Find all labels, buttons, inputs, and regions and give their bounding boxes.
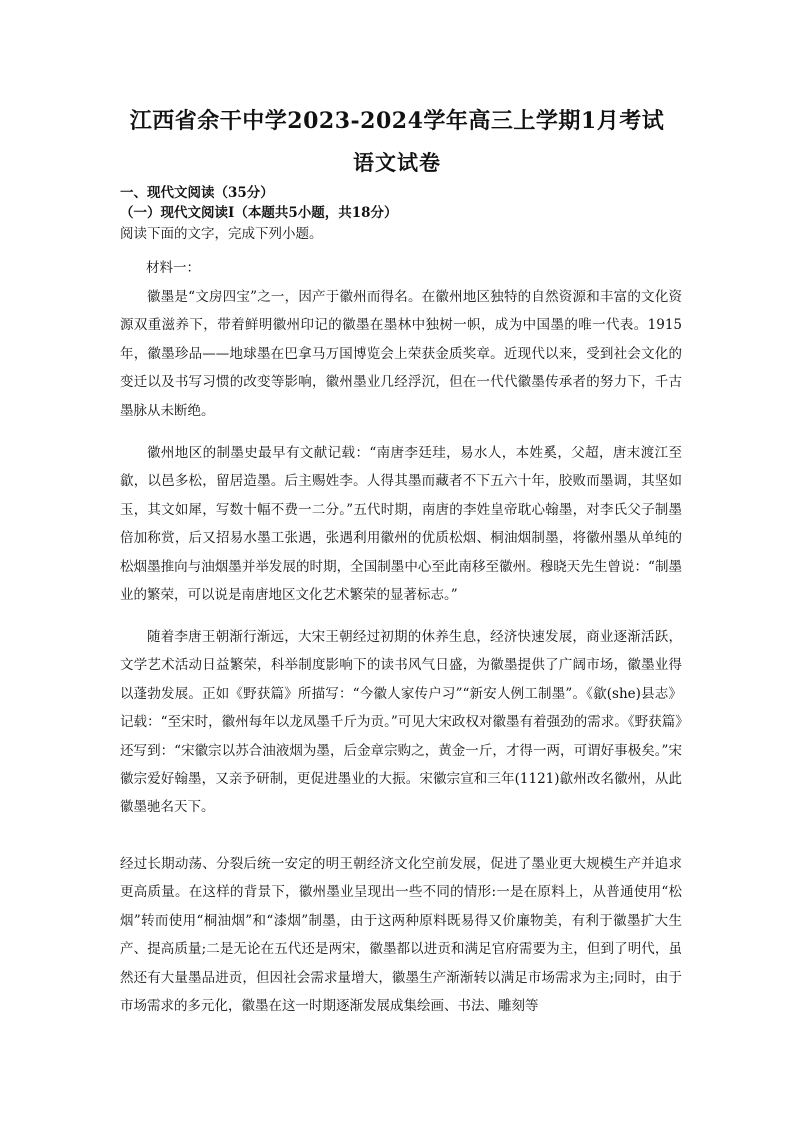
reading-instruction: 阅读下面的文字，完成下列小题。 — [120, 226, 323, 242]
material-label: 材料一： — [146, 260, 200, 276]
section-heading-part-one: 一、现代文阅读（35分） — [120, 185, 274, 201]
material-paragraph-2: 徽州地区的制墨史最早有文献记载：“南唐李廷珪，易水人，本姓奚，父超，唐末渡江至歙，以邑多松，留居造墨。后主赐姓李。人得其墨而藏者不下五六十年，胶败而墨调，其坚如玉，其文如犀，写数十幅不费一二分。”五代时期，南唐的李姓皇帝耽心翰墨，对李氏父子制墨倍加称赏，后又招易水墨工张遇，张遇利用徽州的优质松烟、桐油烟制墨，将徽州墨从单纯的松烟墨推向与油烟墨并举发展的时期，全国制墨中心至此南移至徽州。穆晓天先生曾说：“制墨业的繁荣，可以说是南唐地区文化艺术繁荣的显著标志。” — [120, 445, 682, 604]
document-title: 江西省余干中学2023-2024学年高三上学期1月考试 — [129, 108, 665, 134]
material-paragraph-1: 徽墨是“文房四宝”之一，因产于徽州而得名。在徽州地区独特的自然资源和丰富的文化资源双重滋养下，带着鲜明徽州印记的徽墨在墨林中独树一帜，成为中国墨的唯一代表。1915年，徽墨珍品——地球墨在巴拿马万国博览会上荣获金质奖章。近现代以来，受到社会文化的变迁以及书写习惯的改变等影响，徽州墨业几经浮沉，但在一代代徽墨传承者的努力下，千古墨脉从未断绝。 — [120, 289, 682, 419]
material-paragraph-4: 经过长期动荡、分裂后统一安定的明王朝经济文化空前发展，促进了墨业更大规模生产并追求更高质量。在这样的背景下，徽州墨业呈现出一些不同的情形:一是在原料上，从普通使用“松烟”转而使用“桐油烟”和“漆烟”制墨，由于这两种原料既易得又价廉物美，有利于徽墨扩大生产、提高质量;二是无论在五代还是两宋，徽墨都以进贡和满足官府需要为主，但到了明代，虽然还有大量墨品进贡，但因社会需求量增大，徽墨生产渐渐转以满足市场需求为主;同时，由于市场需求的多元化，徽墨在这一时期逐渐发展成集绘画、书法、雕刻等 — [120, 856, 682, 1015]
document-subtitle: 语文试卷 — [353, 150, 441, 175]
section-subheading-reading-one: （一）现代文阅读Ⅰ（本题共5小题，共18分） — [120, 205, 398, 221]
material-paragraph-3: 随着李唐王朝渐行渐远，大宋王朝经过初期的休养生息，经济快速发展，商业逐渐活跃，文学艺术活动日益繁荣，科举制度影响下的读书风气日盛，为徽墨提供了广阔市场，徽墨业得以蓬勃发展。正如《野获篇》所描写：“今徽人家传户习”“新安人例工制墨”。《歙(she)县志》记载：“至宋时，徽州每年以龙凤墨千斤为贡。”可见大宋政权对徽墨有着强劲的需求。《野获篇》还写到：“宋徽宗以苏合油液烟为墨，后金章宗购之，黄金一斤，才得一两，可谓好事极矣。”宋徽宗爱好翰墨，又亲予研制，更促进墨业的大振。宋徽宗宣和三年(1121)歙州改名徽州，从此徽墨驰名天下。 — [120, 629, 682, 816]
